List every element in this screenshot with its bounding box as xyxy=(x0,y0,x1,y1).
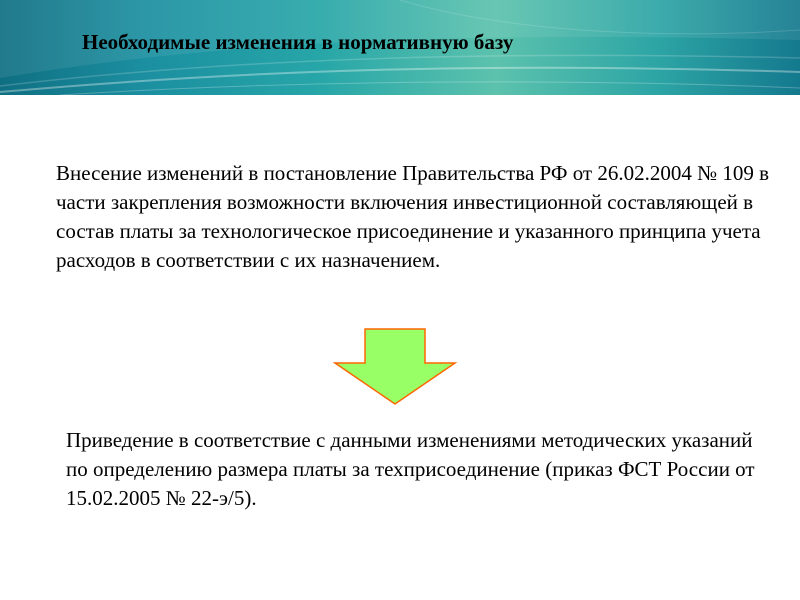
down-arrow-icon xyxy=(332,327,458,407)
paragraph-1: Внесение изменений в постановление Правительства РФ от 26.02.2004 № 109 в части закрепления возможности включения инвестиционной составляющей в состав платы за технологическое присоединение и указанного принципа учета расходов в соответствии с их назначением. xyxy=(56,161,770,272)
paragraph-2: Приведение в соответствие с данными изменениями методических указаний по определению размера платы за техприсоединение (приказ ФСТ России от 15.02.2005 № 22-э/5). xyxy=(66,428,755,510)
header-banner xyxy=(0,0,800,95)
slide-title: Необходимые изменения в нормативную базу xyxy=(82,30,514,54)
